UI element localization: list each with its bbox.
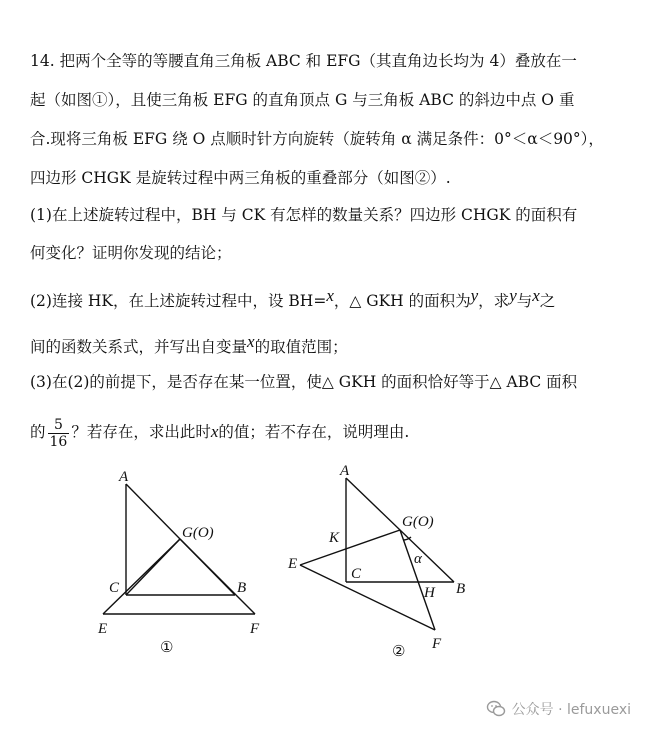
line7-part-b: ，△ GKH 的面积为 — [333, 292, 471, 310]
problem-line-5: (1)在上述旋转过程中，BH 与 CK 有怎样的数量关系？四边形 CHGK 的面积有 — [30, 206, 578, 224]
label-a: A — [119, 469, 129, 485]
problem-line-1: 14. 把两个全等的等腰直角三角板 ABC 和 EFG（其直角边长均为 4）叠放在一 — [30, 52, 577, 70]
line7-part-a: (2)连接 HK，在上述旋转过程中，设 BH= — [30, 292, 327, 310]
line8-part-b: 的取值范围； — [254, 338, 348, 356]
problem-line-10 — [30, 412, 409, 452]
wechat-icon — [486, 699, 506, 719]
line7-part-e: 之 — [539, 292, 556, 310]
var-x: x — [326, 286, 334, 305]
var-x: x — [532, 286, 540, 305]
problem-line-4: 四边形 CHGK 是旋转过程中两三角板的重叠部分（如图②）. — [30, 169, 451, 187]
segment-gf — [180, 539, 255, 614]
segment-eg — [300, 530, 400, 565]
fraction-numerator: 5 — [48, 417, 70, 434]
label-a: A — [340, 463, 350, 479]
line10-part-b: ？若存在，求出此时 — [71, 423, 211, 441]
caption-1: ① — [160, 640, 174, 656]
segment-ef — [300, 565, 435, 630]
segment-eg — [103, 539, 180, 614]
var-x: x — [247, 332, 255, 351]
problem-line-8 — [30, 334, 348, 360]
label-e: E — [288, 556, 298, 572]
label-b: B — [456, 581, 466, 597]
figure-1 — [90, 462, 270, 662]
watermark — [486, 699, 631, 719]
problem-line-9: (3)在(2)的前提下，是否存在某一位置，使△ GKH 的面积恰好等于△ ABC 面积 — [30, 373, 578, 391]
label-c: C — [109, 580, 120, 596]
fraction-5-16 — [48, 417, 70, 450]
problem-line-6: 何变化？证明你发现的结论； — [30, 244, 232, 262]
problem-line-2: 起（如图①），且使三角板 EFG 的直角顶点 G 与三角板 ABC 的斜边中点 O 重 — [30, 91, 575, 109]
label-e: E — [98, 621, 108, 637]
line10-part-a: 的 — [30, 423, 46, 441]
label-c: C — [351, 566, 362, 582]
label-b: B — [237, 580, 247, 596]
label-f: F — [250, 621, 260, 637]
label-g: G(O) — [402, 514, 434, 530]
label-h: H — [424, 585, 435, 601]
line8-part-a: 间的函数关系式，并写出自变量 — [30, 338, 248, 356]
problem-line-7 — [30, 288, 555, 314]
label-f: F — [432, 636, 442, 652]
line7-part-c: ，求 — [478, 292, 510, 310]
figure-2 — [282, 458, 482, 668]
line7-part-d: 与 — [516, 292, 533, 310]
caption-2: ② — [392, 644, 406, 660]
var-y: y — [509, 286, 517, 305]
label-g: G(O) — [182, 525, 214, 541]
var-y: y — [470, 286, 479, 305]
watermark-text: 公众号 · lefuxuexi — [511, 702, 631, 718]
label-k: K — [329, 530, 340, 546]
fraction-denominator: 16 — [49, 433, 68, 450]
var-x: x — [210, 422, 219, 441]
label-alpha: α — [414, 551, 422, 567]
problem-line-3: 合.现将三角板 EFG 绕 O 点顺时针方向旋转（旋转角 α 满足条件：0°＜α＜90°）， — [30, 130, 604, 148]
line10-part-c: 的值；若不存在，说明理由. — [218, 423, 410, 441]
